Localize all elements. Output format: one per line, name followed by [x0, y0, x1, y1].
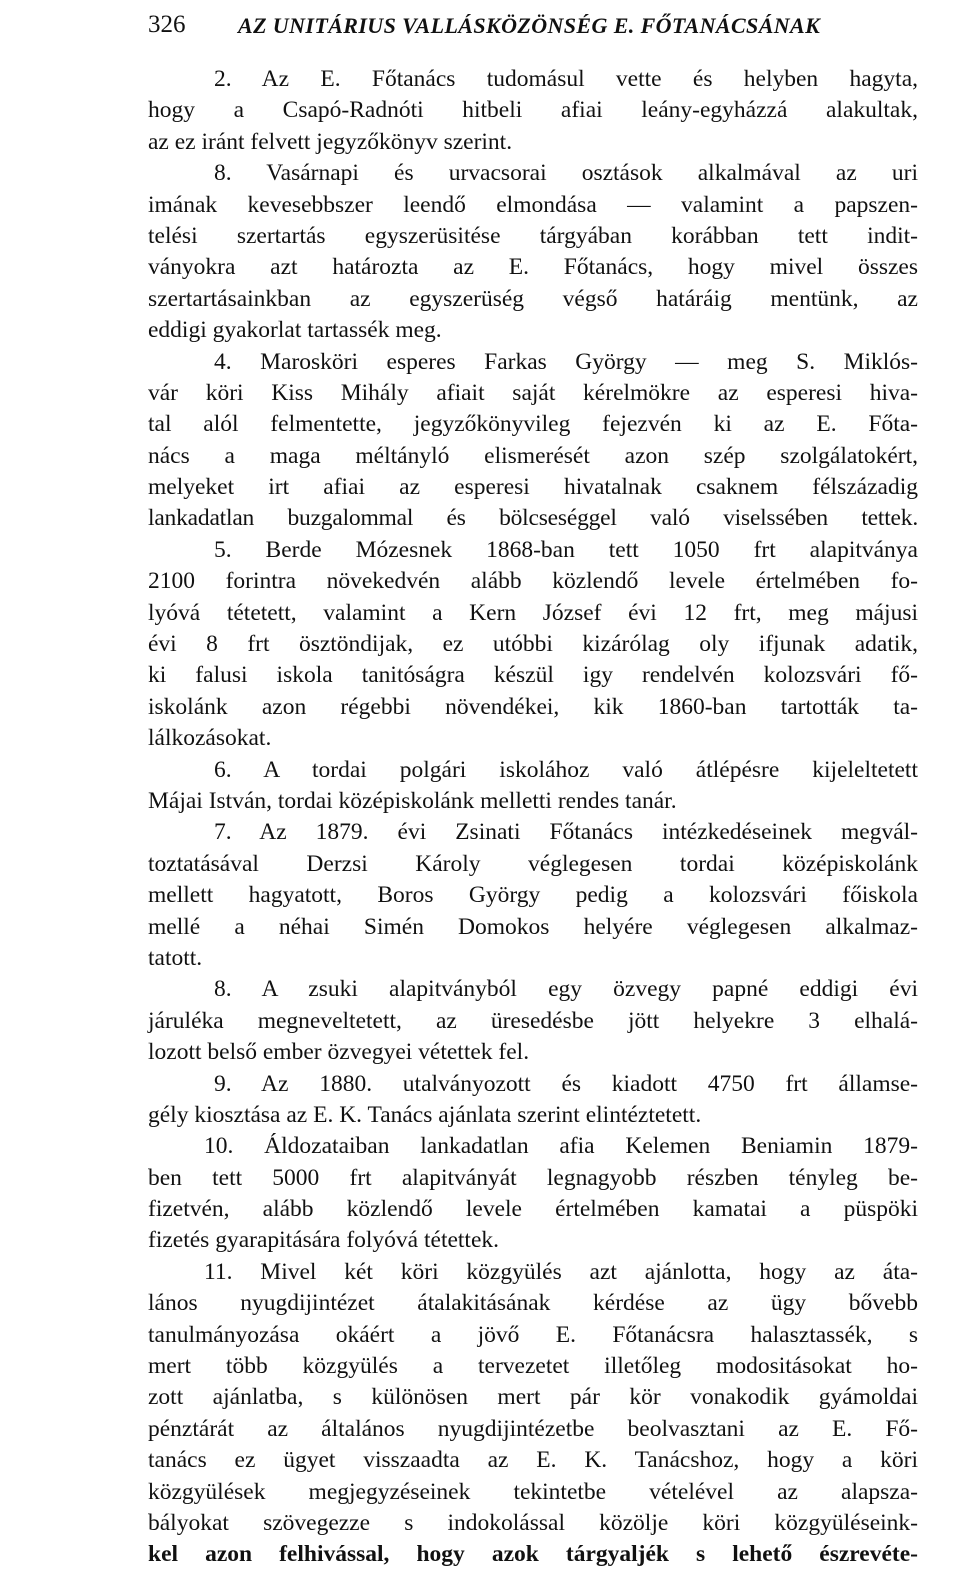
text-line: ki falusi iskola tanitóságra készül igy rendelvén kolozsvári fő-	[148, 662, 918, 689]
text-line: 9. Az 1880. utalványozott és kiadott 4750 frt államse-	[214, 1070, 918, 1097]
text-line: tal alól felmentette, jegyzőkönyvileg fejezvén ki az E. Főta-	[148, 411, 918, 438]
text-line: évi 8 frt ösztöndijak, ez utóbbi kizárólag oly ifjunak adatik,	[148, 631, 918, 658]
text-line: tatott.	[148, 944, 203, 971]
text-line: járuléka megneveltetett, az üresedésbe jött helyekre 3 elhalá-	[148, 1007, 918, 1034]
text-line: ványokra azt határozta az E. Főtanács, hogy mivel összes	[148, 254, 918, 281]
text-line: az ez iránt felvett jegyzőkönyv szerint.	[148, 128, 513, 155]
text-line: imának kevesebbszer leendő elmondása — valamint a papszen-	[148, 191, 918, 218]
text-line: tanács ez ügyet visszaadta az E. K. Tanácshoz, hogy a köri	[148, 1447, 918, 1474]
text-line: 2. Az E. Főtanács tudomásul vette és helyben hagyta,	[214, 66, 918, 92]
text-line: mert több közgyülés a tervezetet illetőleg modositásokat ho-	[148, 1353, 918, 1380]
text-line: 8. Vasárnapi és urvacsorai osztások alkalmával az uri	[214, 160, 918, 187]
text-line: Májai István, tordai középiskolánk melletti rendes tanár.	[148, 787, 677, 814]
text-line: 8. A zsuki alapitványból egy özvegy papné eddigi évi	[214, 976, 918, 1003]
text-line: fizetvén, alább közlendő levele értelmében kamatai a püspöki	[148, 1196, 918, 1223]
text-line: mellett hagyatott, Boros György pedig a kolozsvári főiskola	[148, 882, 918, 909]
text-line: mellé a néhai Simén Domokos helyére véglegesen alkalmaz-	[148, 913, 918, 940]
text-line: bályokat szövegezze s indokolással közölje köri közgyüléseink-	[148, 1509, 918, 1536]
page-number: 326	[148, 11, 186, 38]
running-head	[148, 8, 918, 42]
text-line: lálkozásokat.	[148, 725, 272, 752]
text-line: 4. Marosköri esperes Farkas György — meg S. Miklós-	[214, 348, 918, 375]
text-line: szertartásainkban az egyszerüség végső határáig mentünk, az	[148, 285, 918, 312]
text-line: ben tett 5000 frt alapitványát legnagyobb részben tényleg be-	[148, 1164, 918, 1191]
text-line: 2100 forintra növekedvén alább közlendő levele értelmében fo-	[148, 568, 918, 595]
text-line: gély kiosztása az E. K. Tanács ajánlata szerint elintéztetett.	[148, 1101, 702, 1128]
text-line: pénztárát az általános nyugdijintézetbe beolvasztani az E. Fő-	[148, 1415, 918, 1442]
text-line: 5. Berde Mózesnek 1868-ban tett 1050 frt alapitványa	[214, 536, 918, 563]
text-line: 10. Áldozataiban lankadatlan afia Kelemen Beniamin 1879-	[204, 1133, 918, 1160]
body-text	[148, 64, 918, 1571]
text-line: nács a maga méltányló elismerését azon szép szolgálatokért,	[148, 442, 918, 469]
text-line: 7. Az 1879. évi Zsinati Főtanács intézkedéseinek megvál-	[214, 819, 918, 846]
text-line: lankadatlan buzgalommal és bölcseséggel való viselssében tettek.	[148, 505, 918, 532]
text-line: 6. A tordai polgári iskolához való átlépésre kijeleltetett	[214, 756, 918, 783]
text-line: 11. Mivel két köri közgyülés azt ajánlotta, hogy az áta-	[204, 1258, 918, 1285]
text-line: lános nyugdijintézet átalakitásának kérdése az ügy bővebb	[148, 1290, 918, 1317]
text-line: közgyülések megjegyzéseinek tekintetbe vételével az alapsza-	[148, 1478, 918, 1505]
text-line: lyóvá tétetett, valamint a Kern József évi 12 frt, meg májusi	[148, 599, 918, 626]
text-line: hogy a Csapó-Radnóti hitbeli afiai leány-egyházzá alakultak,	[148, 97, 918, 124]
text-line: fizetés gyarapitására folyóvá tétettek.	[148, 1227, 500, 1254]
text-line: zott ajánlatba, s különösen mert pár kör vonakodik gyámoldai	[148, 1384, 918, 1411]
text-line: iskolánk azon régebbi növendékei, kik 1860-ban tartották ta-	[148, 693, 918, 720]
running-title: AZ UNITÁRIUS VALLÁSKÖZÖNSÉG E. FŐTANÁCSÁNAK	[238, 13, 821, 38]
text-line: kel azon felhivással, hogy azok tárgyaljék s lehető észrevéte-	[148, 1541, 918, 1568]
text-line: lozott belső ember özvegyei vétettek fel.	[148, 1039, 530, 1066]
text-line: melyeket irt afiai az esperesi hivatalnak csaknem félszázadig	[148, 474, 918, 501]
text-line: eddigi gyakorlat tartassék meg.	[148, 317, 442, 344]
text-line: toztatásával Derzsi Károly véglegesen tordai középiskolánk	[148, 850, 918, 877]
text-line: telési szertartás egyszerüsitése tárgyában korábban tett indit-	[148, 222, 918, 249]
text-line: vár köri Kiss Mihály afiait saját kérelmökre az esperesi hiva-	[148, 379, 918, 406]
text-line: tanulmányozása okáért a jövő E. Főtanácsra halasztassék, s	[148, 1321, 918, 1348]
